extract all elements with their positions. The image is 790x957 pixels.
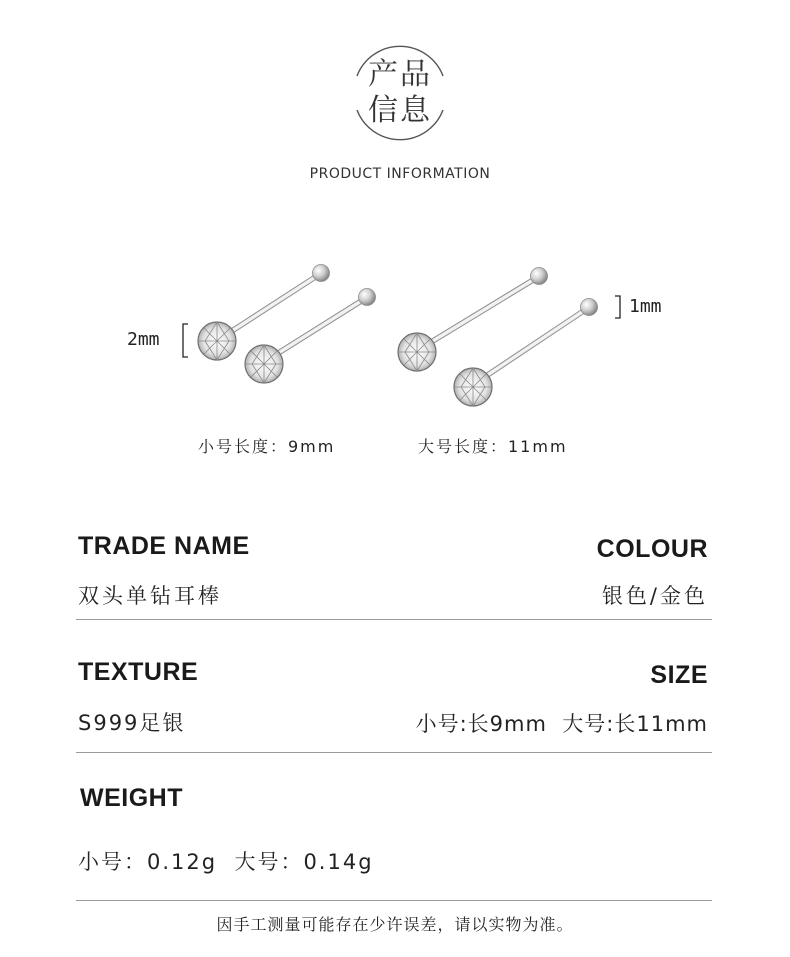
trade-name-label: TRADE NAME (78, 532, 250, 560)
texture-label: TEXTURE (78, 658, 199, 686)
weight-value: 小号：0.12g 大号：0.14g (78, 850, 374, 874)
earring-large-1 (398, 268, 548, 372)
measurement-disclaimer: 因手工测量可能存在少许误差，请以实物为准。 (216, 915, 574, 934)
ball-dimension-bracket (615, 296, 620, 318)
gem-dimension-bracket (183, 324, 188, 357)
weight-label: WEIGHT (80, 784, 183, 812)
divider-1 (76, 619, 712, 620)
trade-name-value: 双头单钻耳棒 (78, 584, 222, 608)
caption-small-length: 小号长度：9mm (198, 437, 336, 456)
divider-2 (76, 752, 712, 753)
size-label: SIZE (650, 661, 708, 689)
product-illustration (0, 0, 790, 430)
caption-large-length: 大号长度：11mm (418, 437, 568, 456)
badge-title-line2: 信息 (368, 93, 432, 128)
earring-small-2 (245, 289, 376, 384)
texture-value: S999足银 (78, 711, 186, 735)
colour-label: COLOUR (596, 535, 708, 563)
size-value: 小号:长9mm 大号:长11mm (415, 712, 708, 736)
section-subtitle: PRODUCT INFORMATION (309, 166, 491, 182)
ball-size-label: 1mm (629, 296, 662, 317)
badge-title-line1: 产品 (368, 57, 432, 92)
colour-value: 银色/金色 (601, 584, 708, 608)
gem-size-label: 2mm (127, 329, 160, 350)
divider-3 (76, 900, 712, 901)
